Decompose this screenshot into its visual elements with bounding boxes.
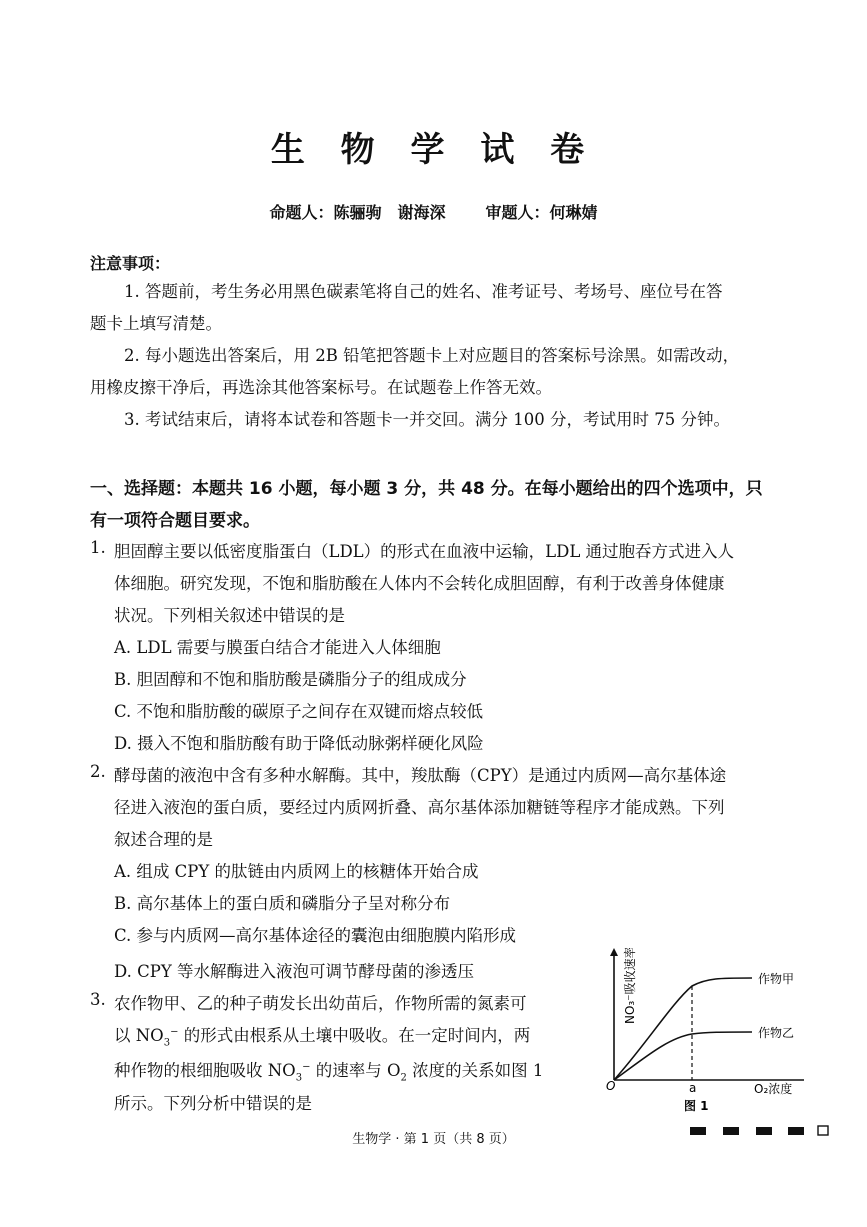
question-3-stem-line-4: 所示。下列分析中错误的是 bbox=[114, 1094, 312, 1113]
question-2-option-b: B. 高尔基体上的蛋白质和磷脂分子呈对称分布 bbox=[114, 894, 451, 913]
text-segment: 的形式由根系从土壤中吸收。在一定时间内，两 bbox=[183, 1026, 531, 1045]
registration-marks bbox=[690, 1124, 830, 1138]
notice-item-1-line-2: 题卡上填写清楚。 bbox=[90, 314, 222, 333]
question-1-option-d: D. 摄入不饱和脂肪酸有助于降低动脉粥样硬化风险 bbox=[114, 734, 484, 753]
question-3-stem-line-1: 农作物甲、乙的种子萌发长出幼苗后，作物所需的氮素可 bbox=[114, 994, 527, 1013]
notice-item-2-line-2: 用橡皮擦干净后，再选涂其他答案标号。在试题卷上作答无效。 bbox=[90, 378, 552, 397]
series-label-crop-a: 作物甲 bbox=[758, 972, 795, 986]
question-3-stem-line-2 bbox=[114, 1022, 530, 1048]
subscript: 3 bbox=[295, 1072, 303, 1084]
mark-3 bbox=[756, 1127, 772, 1135]
question-1-option-a: A. LDL 需要与膜蛋白结合才能进入人体细胞 bbox=[114, 638, 441, 657]
mark-1 bbox=[690, 1127, 706, 1135]
page-title: 生 物 学 试 卷 bbox=[270, 130, 597, 170]
figure-caption: 图 1 bbox=[684, 1099, 709, 1113]
question-2-number: 2. bbox=[90, 762, 106, 781]
mark-5 bbox=[818, 1126, 828, 1135]
question-3-number: 3. bbox=[90, 990, 106, 1009]
question-2-stem-line-3: 叙述合理的是 bbox=[114, 830, 213, 849]
notice-item-2-line-1: 2. 每小题选出答案后，用 2B 铅笔把答题卡上对应题目的答案标号涂黑。如需改动， bbox=[124, 346, 740, 365]
page-footer: 生物学 · 第 1 页（共 8 页） bbox=[352, 1132, 515, 1147]
question-1-stem-line-3: 状况。下列相关叙述中错误的是 bbox=[114, 606, 345, 625]
text-segment: 以 NO bbox=[114, 1026, 164, 1045]
question-3-stem-line-3 bbox=[114, 1057, 543, 1083]
section-1-heading-line-2: 有一项符合题目要求。 bbox=[90, 511, 260, 531]
superscript: − bbox=[170, 1026, 179, 1038]
section-1-heading-line-1: 一、选择题：本题共 16 小题，每小题 3 分，共 48 分。在每小题给出的四个选项中，只 bbox=[90, 479, 763, 499]
y-axis-label: NO₃⁻吸收速率 bbox=[623, 948, 637, 1024]
question-1-stem-line-1: 胆固醇主要以低密度脂蛋白（LDL）的形式在血液中运输，LDL 通过胞吞方式进入人 bbox=[114, 542, 735, 561]
mark-4 bbox=[788, 1127, 804, 1135]
question-1-stem-line-2: 体细胞。研究发现，不饱和脂肪酸在人体内不会转化成胆固醇，有利于改善身体健康 bbox=[114, 574, 725, 593]
text-segment: 的速率与 O bbox=[315, 1061, 401, 1080]
authors-line bbox=[0, 200, 867, 223]
question-1-option-c: C. 不饱和脂肪酸的碳原子之间存在双键而熔点较低 bbox=[114, 702, 484, 721]
notice-item-1-line-1: 1. 答题前，考生务必用黑色碳素笔将自己的姓名、准考证号、考场号、座位号在答 bbox=[124, 282, 723, 301]
question-1-option-b: B. 胆固醇和不饱和脂肪酸是磷脂分子的组成成分 bbox=[114, 670, 467, 689]
subscript: 3 bbox=[163, 1037, 171, 1049]
question-2-stem-line-1: 酵母菌的液泡中含有多种水解酶。其中，羧肽酶（CPY）是通过内质网—高尔基体途 bbox=[114, 766, 727, 785]
subscript: 2 bbox=[400, 1072, 407, 1084]
question-2-stem-line-2: 径进入液泡的蛋白质，要经过内质网折叠、高尔基体添加糖链等程序才能成熟。下列 bbox=[114, 798, 725, 817]
question-2-option-d: D. CPY 等水解酶进入液泡可调节酵母菌的渗透压 bbox=[114, 962, 474, 981]
x-mark-label: a bbox=[689, 1081, 697, 1095]
series-label-crop-b: 作物乙 bbox=[758, 1026, 795, 1040]
y-axis-arrow bbox=[610, 948, 618, 956]
question-2-option-c: C. 参与内质网—高尔基体途径的囊泡由细胞膜内陷形成 bbox=[114, 926, 517, 945]
superscript: − bbox=[302, 1061, 311, 1073]
origin-label: O bbox=[606, 1079, 616, 1093]
mark-2 bbox=[723, 1127, 739, 1135]
x-axis-label: O₂浓度 bbox=[754, 1082, 793, 1096]
reviewer-label: 审题人： bbox=[485, 203, 550, 222]
notice-item-3-line-1: 3. 考试结束后，请将本试卷和答题卡一并交回。满分 100 分，考试用时 75 分钟。 bbox=[124, 410, 730, 429]
text-segment: 种作物的根细胞吸收 NO bbox=[114, 1061, 296, 1080]
figure-1 bbox=[592, 948, 807, 1116]
notice-heading: 注意事项： bbox=[90, 254, 171, 273]
setter-names: 陈骊驹 谢海深 bbox=[333, 203, 446, 222]
figure-1-plot bbox=[592, 948, 807, 1116]
reviewer-name: 何琳婧 bbox=[549, 203, 598, 222]
question-1-number: 1. bbox=[90, 538, 106, 557]
question-2-option-a: A. 组成 CPY 的肽链由内质网上的核糖体开始合成 bbox=[114, 862, 479, 881]
setter-label: 命题人： bbox=[269, 203, 334, 222]
text-segment: 浓度的关系如图 1 bbox=[412, 1061, 544, 1080]
